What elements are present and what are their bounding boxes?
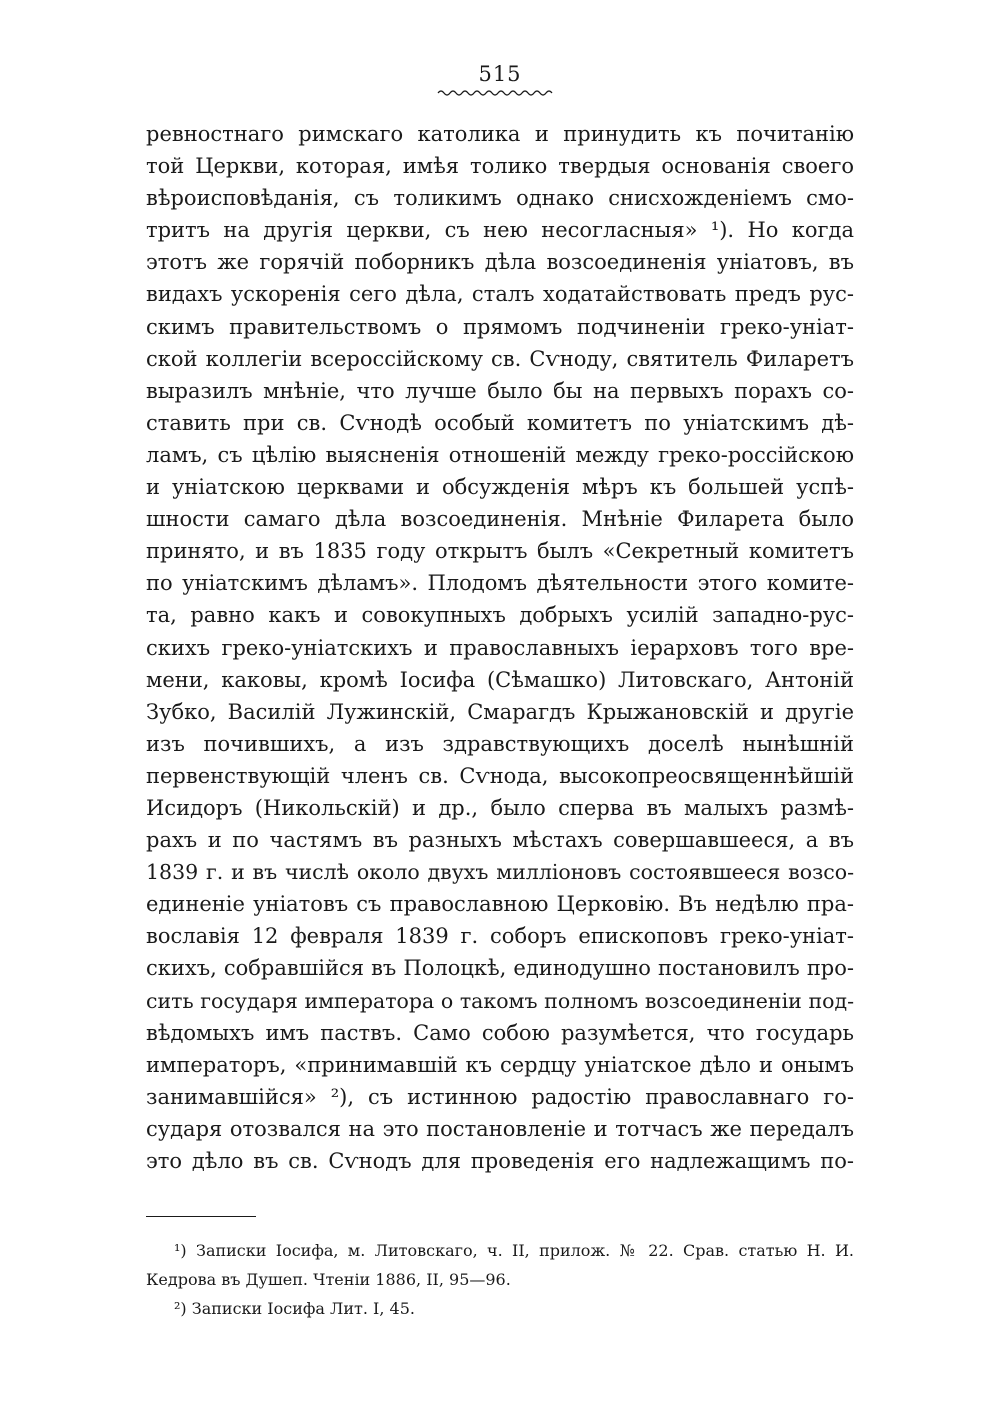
text-line: сить государя императора о такомъ полномъ возсоединеніи под- [146,988,854,1013]
text-line: этотъ же горячій поборникъ дѣла возсоединенія уніатовъ, въ [146,250,854,275]
wavy-ornament-icon [436,88,554,98]
text-line: вѣроисповѣданія, съ толикимъ однако снисхожденіемъ смо- [146,186,854,211]
text-line: ревностнаго римскаго католика и принудить къ почитанію [146,122,854,146]
footnote-2: ²) Записки Іосифа Лит. I, 45. [174,1299,415,1318]
text-line: видахъ ускоренія сего дѣла, сталъ ходатайствовать предъ рус- [146,282,854,307]
text-line: 1839 г. и въ числѣ около двухъ милліоновъ состоявшееся возсо- [146,860,854,885]
text-line: принято, и въ 1835 году открытъ былъ «Секретный комитетъ [146,539,854,564]
text-line: ставить при св. Сѵнодѣ особый комитетъ по уніатскимъ дѣ- [146,410,854,435]
text-line: первенствующій членъ св. Сѵнода, высокопреосвященнѣйшій [146,763,854,788]
text-line: сударя отозвался на это постановленіе и тотчасъ же передалъ [146,1116,854,1141]
main-text [146,118,854,1177]
text-line: скихъ, собравшійся въ Полоцкѣ, единодушно постановилъ про- [146,956,854,981]
text-line: мени, каковы, кромѣ Іосифа (Сѣмашко) Литовскаго, Антоній [146,667,854,692]
text-line: вославія 12 февраля 1839 г. соборъ епископовъ греко-уніат- [146,924,854,949]
text-line: Исидоръ (Никольскій) и др., было сперва въ малыхъ размѣ- [146,795,854,820]
page-number: 515 [478,62,522,86]
text-line: занимавшійся» ²), съ истинною радостію православнаго го- [146,1084,854,1109]
text-line: вѣдомыхъ имъ паствъ. Само собою разумѣется, что государь [146,1020,854,1045]
text-line: изъ почившихъ, а изъ здравствующихъ доселѣ нынѣшній [146,731,854,756]
text-line: скихъ греко-уніатскихъ и православныхъ іерарховъ того вре- [146,635,854,660]
text-line: шности самаго дѣла возсоединенія. Мнѣніе Филарета было [146,507,854,532]
text-line: по уніатскимъ дѣламъ». Плодомъ дѣятельности этого комите- [146,571,854,596]
footnote-1-continued: Кедрова въ Душеп. Чтеніи 1886, II, 95—96. [146,1270,511,1289]
text-line: и уніатскою церквами и обсужденія мѣръ къ большей успѣ- [146,475,854,500]
footnote-divider [146,1216,256,1217]
text-line: ской коллегіи всероссійскому св. Сѵноду, святитель Филаретъ [146,346,854,371]
text-line: та, равно какъ и совокупныхъ добрыхъ усилій западно-рус- [146,603,854,628]
text-line: это дѣло въ св. Сѵнодъ для проведенія его надлежащимъ по- [146,1149,854,1173]
text-line: скимъ правительствомъ о прямомъ подчиненіи греко-уніат- [146,314,854,339]
text-line: той Церкви, которая, имѣя толико твердыя основанія своего [146,154,854,179]
text-line: рахъ и по частямъ въ разныхъ мѣстахъ совершавшееся, а въ [146,828,854,853]
text-line: тритъ на другія церкви, съ нею несогласныя» ¹). Но когда [146,218,854,243]
footnotes [146,1236,854,1323]
text-line: императоръ, «принимавшій къ сердцу уніатское дѣло и онымъ [146,1052,854,1077]
text-line: единеніе уніатовъ съ православною Церковію. Въ недѣлю пра- [146,892,854,917]
text-line: ламъ, съ цѣлію выясненія отношеній между греко-россійскою [146,442,854,467]
footnote-1: ¹) Записки Іосифа, м. Литовскаго, ч. II, прилож. № 22. Срав. статью Н. И. [174,1241,854,1260]
text-line: Зубко, Василій Лужинскій, Смарагдъ Крыжановскій и другіе [146,699,854,724]
text-line: выразилъ мнѣніе, что лучше было бы на первыхъ порахъ со- [146,378,854,403]
